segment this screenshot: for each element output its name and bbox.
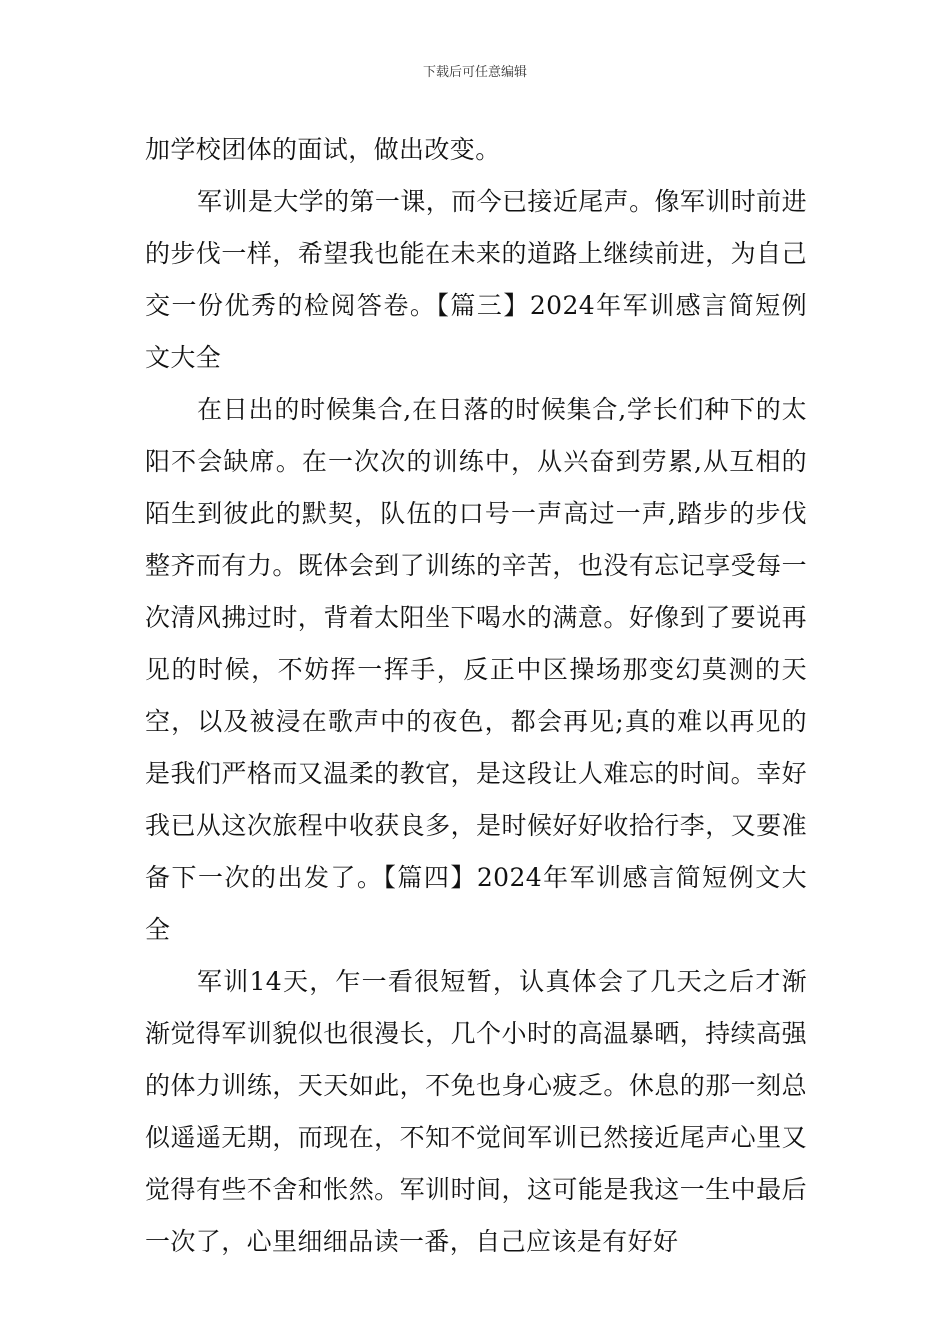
document-body	[145, 124, 807, 1268]
paragraph-3: 在日出的时候集合,在日落的时候集合,学长们种下的太阳不会缺席。在一次次的训练中，从兴奋到劳累,从互相的陌生到彼此的默契，队伍的口号一声高过一声,踏步的步伐整齐而有力。既体会到了训练的辛苦，也没有忘记享受每一次清风拂过时，背着太阳坐下喝水的满意。好像到了要说再见的时候，不妨挥一挥手，反正中区操场那变幻莫测的天空，以及被浸在歌声中的夜色，都会再见;真的难以再见的是我们严格而又温柔的教官，是这段让人难忘的时间。幸好我已从这次旅程中收获良多，是时候好好收拾行李，又要准备下一次的出发了。【篇四】2024年军训感言简短例文大全	[145, 395, 807, 944]
paragraph-2: 军训是大学的第一课，而今已接近尾声。像军训时前进的步伐一样，希望我也能在未来的道路上继续前进，为自己交一份优秀的检阅答卷。【篇三】2024年军训感言简短例文大全	[145, 187, 807, 372]
page-header: 下载后可任意编辑	[422, 65, 527, 80]
paragraph-1: 加学校团体的面试，做出改变。	[145, 135, 501, 164]
paragraph-4: 军训14天，乍一看很短暂，认真体会了几天之后才渐渐觉得军训貌似也很漫长，几个小时的高温暴晒，持续高强的体力训练，天天如此，不免也身心疲乏。休息的那一刻总似遥遥无期，而现在，不知不觉间军训已然接近尾声心里又觉得有些不舍和怅然。军训时间，这可能是我这一生中最后一次了，心里细细品读一番，自己应该是有好好	[145, 967, 807, 1256]
